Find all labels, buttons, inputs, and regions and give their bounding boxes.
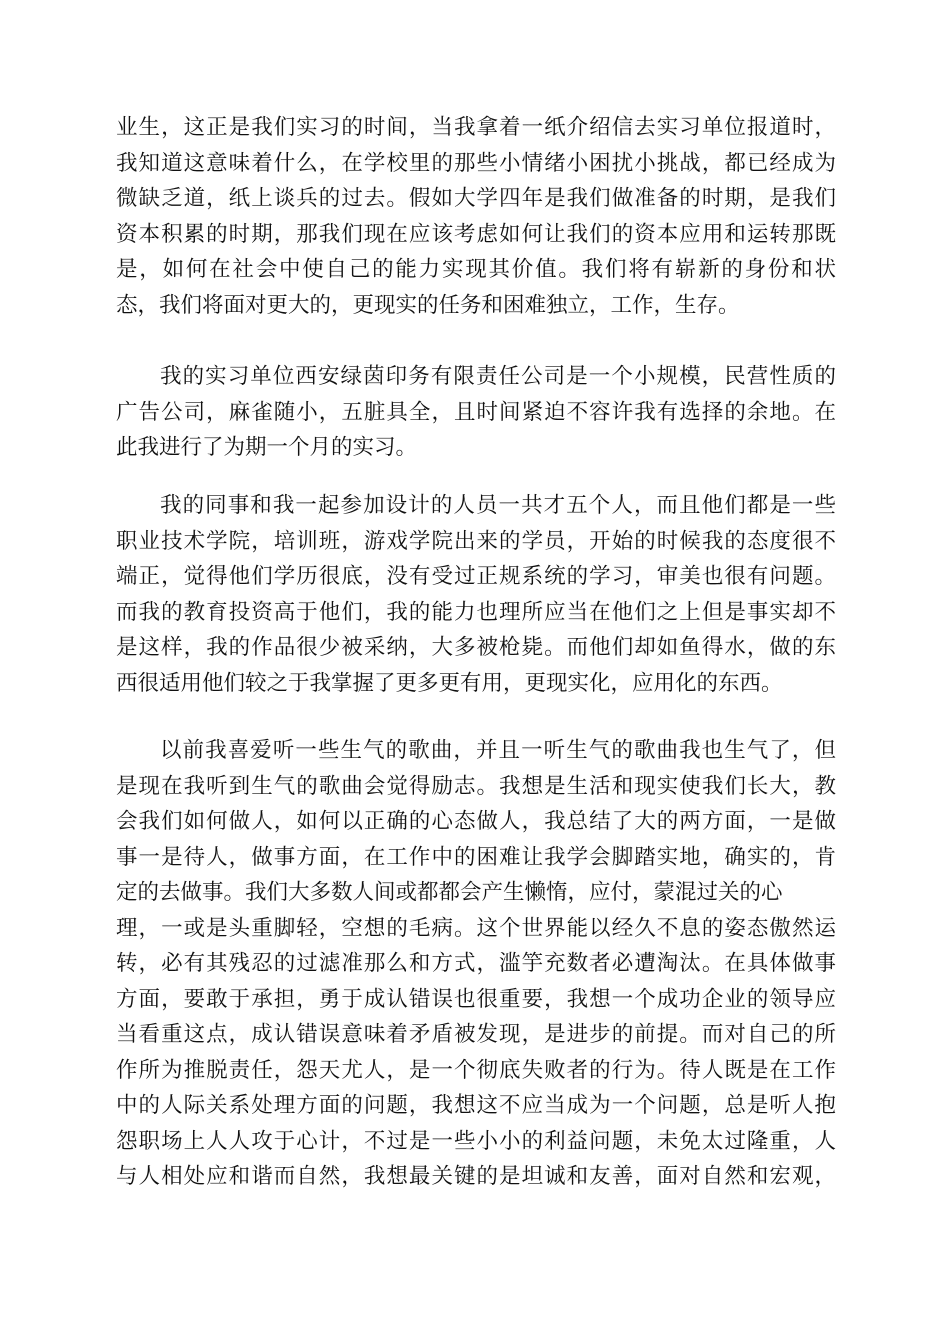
text-line: 会我们如何做人，如何以正确的心态做人，我总结了大的两方面，一是做 bbox=[116, 809, 836, 834]
text-line: 而我的教育投资高于他们，我的能力也理所应当在他们之上但是事实却不 bbox=[116, 599, 836, 625]
text-line: 我知道这意味着什么，在学校里的那些小情绪小困扰小挑战，都已经成为 bbox=[116, 150, 836, 176]
text-line: 理，一或是头重脚轻，空想的毛病。这个世界能以经久不息的姿态傲然运 bbox=[116, 915, 836, 941]
text-line: 当看重这点，成认错误意味着矛盾被发现，是进步的前提。而对自己的所 bbox=[116, 1022, 836, 1047]
text-line: 端正，觉得他们学历很底，没有受过正规系统的学习，审美也很有问题。 bbox=[116, 564, 836, 589]
text-line: 我的同事和我一起参加设计的人员一共才五个人，而且他们都是一些 bbox=[160, 493, 836, 518]
paragraph-internship-company bbox=[116, 359, 836, 466]
text-line: 西很适用他们较之于我掌握了更多更有用，更现实化，应用化的东西。 bbox=[116, 670, 783, 696]
text-line: 态，我们将面对更大的，更现实的任务和困难独立，工作，生存。 bbox=[116, 292, 740, 318]
paragraph-colleagues bbox=[116, 488, 836, 701]
paragraph-reflections bbox=[116, 733, 836, 1195]
text-line: 是，如何在社会中使自己的能力实现其价值。我们将有崭新的身份和状 bbox=[116, 257, 836, 282]
text-line: 是这样，我的作品很少被采纳，大多被枪毙。而他们却如鱼得水，做的东 bbox=[116, 635, 836, 660]
text-line: 事一是待人，做事方面，在工作中的困难让我学会脚踏实地，确实的，肯 bbox=[116, 844, 836, 870]
text-line: 微缺乏道，纸上谈兵的过去。假如大学四年是我们做准备的时期，是我们 bbox=[116, 186, 836, 211]
text-line: 我的实习单位西安绿茵印务有限责任公司是一个小规模，民营性质的 bbox=[160, 364, 836, 389]
text-line: 怨职场上人人攻于心计，不过是一些小小的利益问题，未免太过隆重，人 bbox=[116, 1128, 836, 1154]
paragraph-internship-intro bbox=[116, 110, 836, 323]
text-line: 以前我喜爱听一些生气的歌曲，并且一听生气的歌曲我也生气了，但 bbox=[160, 738, 836, 763]
text-line: 转，必有其残忍的过滤准那么和方式，滥竽充数者必遭淘汰。在具体做事 bbox=[116, 951, 836, 976]
text-line: 业生，这正是我们实习的时间，当我拿着一纸介绍信去实习单位报道时， bbox=[116, 115, 836, 140]
text-line: 与人相处应和谐而自然，我想最关键的是坦诚和友善，面对自然和宏观， bbox=[116, 1164, 836, 1189]
text-line: 定的去做事。我们大多数人间或都都会产生懒惰，应付，蒙混过关的心 bbox=[116, 880, 783, 905]
text-line: 此我进行了为期一个月的实习。 bbox=[116, 435, 418, 460]
text-line: 作所为推脱责任，怨天尤人，是一个彻底失败者的行为。待人既是在工作 bbox=[116, 1057, 836, 1083]
text-line: 资本积累的时期，那我们现在应该考虑如何让我们的资本应用和运转那既 bbox=[116, 221, 836, 247]
text-line: 中的人际关系处理方面的问题，我想这不应当成为一个问题，总是听人抱 bbox=[116, 1093, 836, 1118]
text-line: 职业技术学院，培训班，游戏学院出来的学员，开始的时候我的态度很不 bbox=[116, 528, 836, 554]
text-line: 广告公司，麻雀随小，五脏具全，且时间紧迫不容许我有选择的余地。在 bbox=[116, 399, 836, 425]
text-line: 方面，要敢于承担，勇于成认错误也很重要，我想一个成功企业的领导应 bbox=[116, 986, 836, 1012]
text-line: 是现在我听到生气的歌曲会觉得励志。我想是生活和现实使我们长大，教 bbox=[116, 773, 836, 799]
